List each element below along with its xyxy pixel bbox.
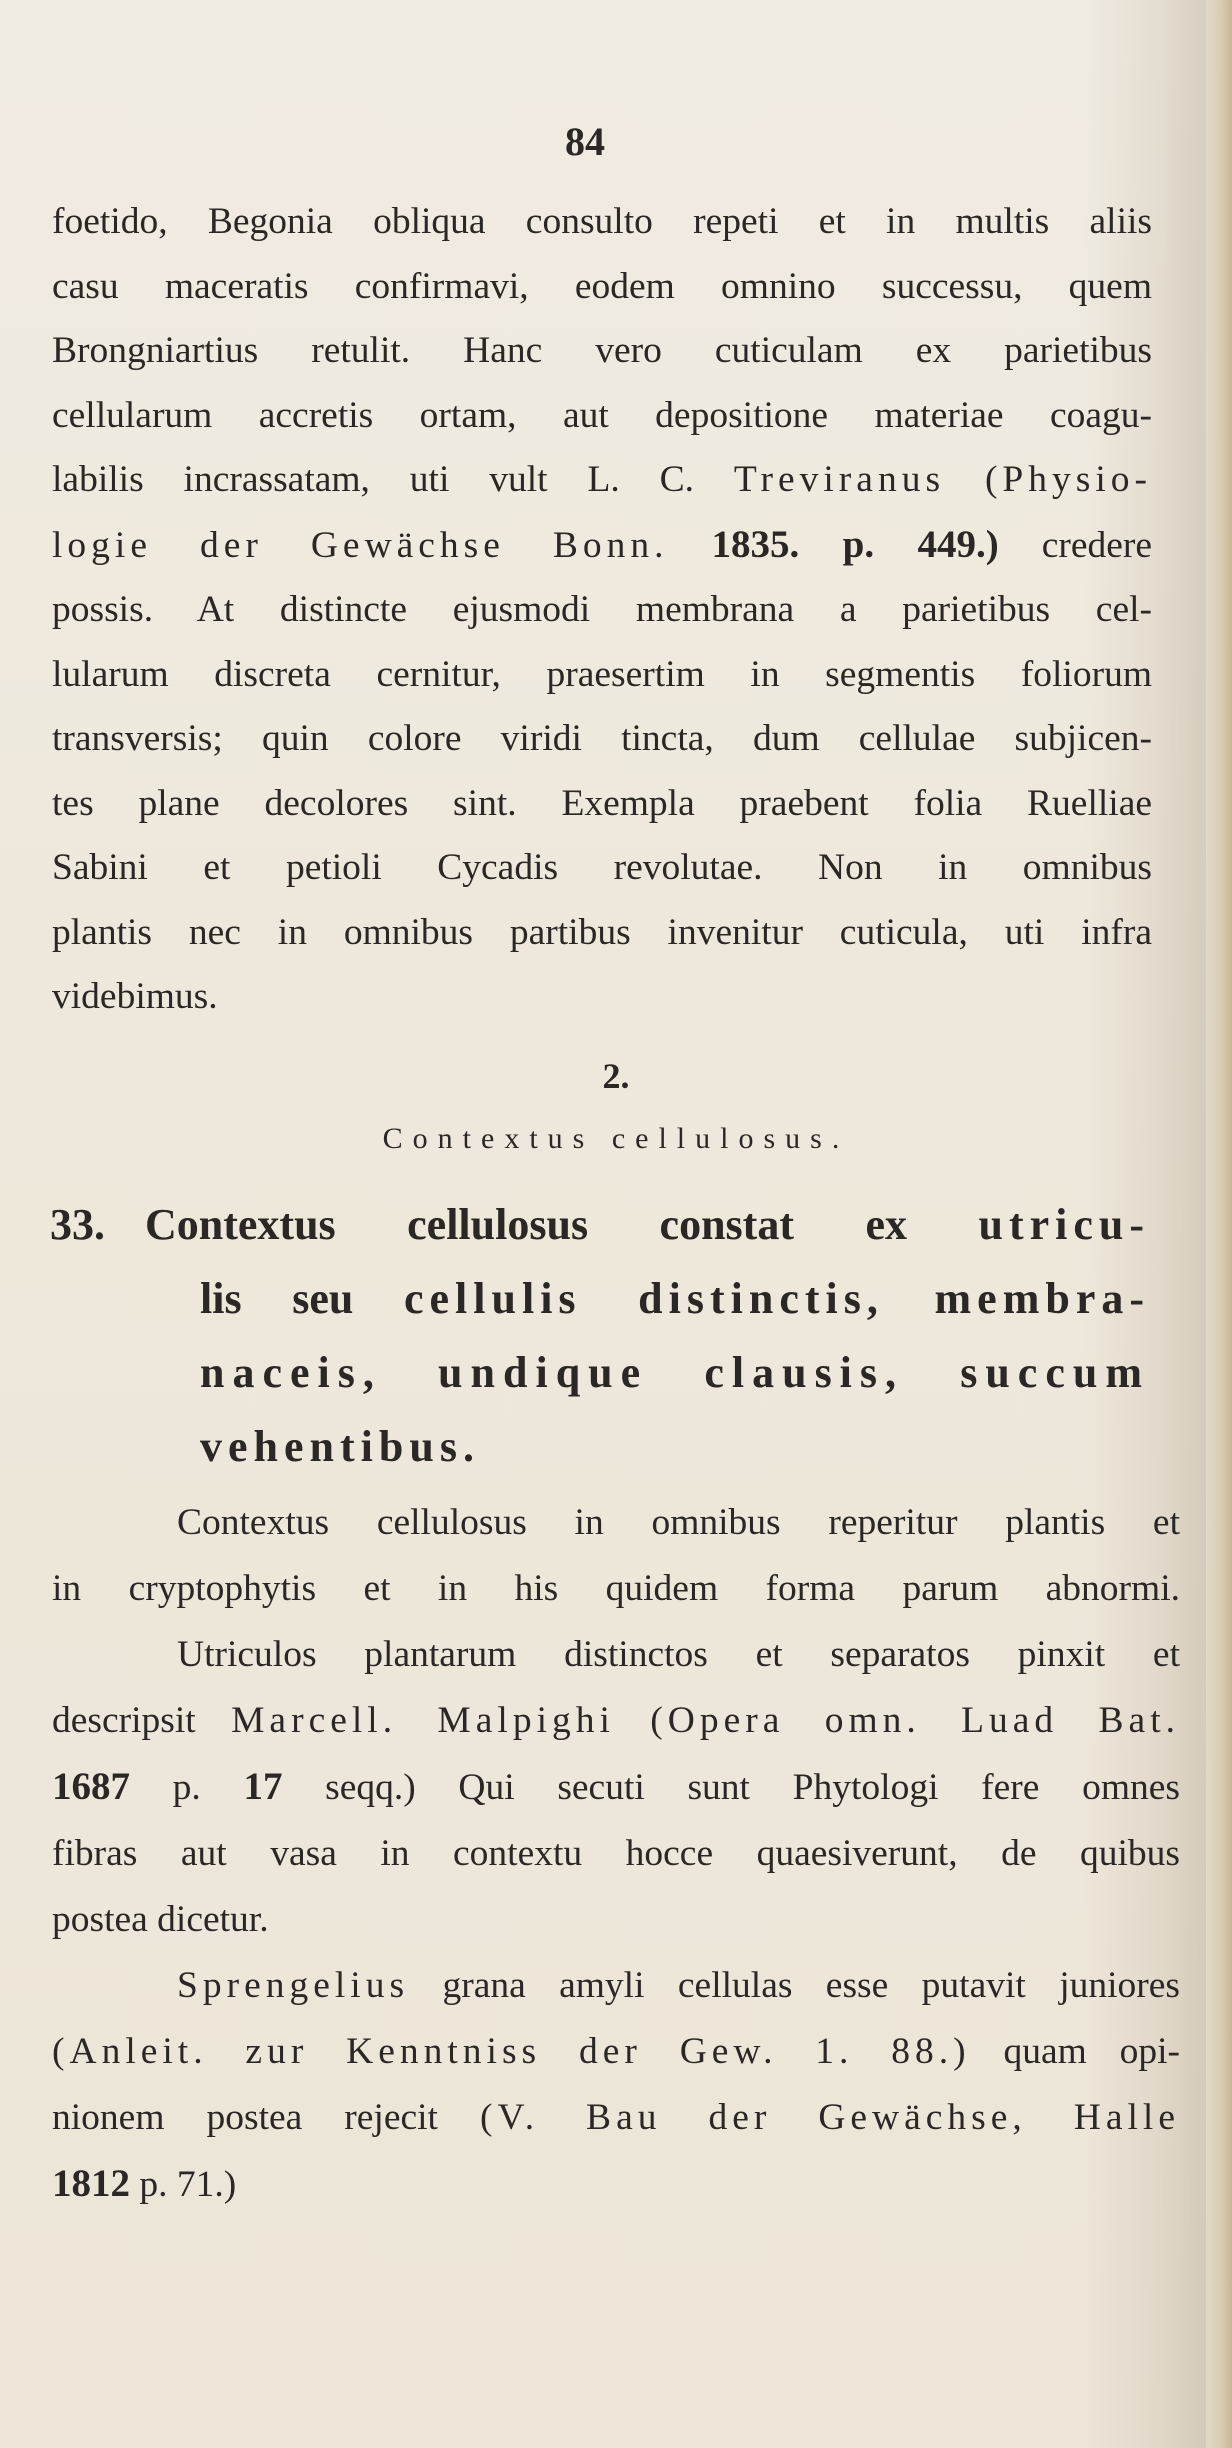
text-fragment: quam opi- [1003,2031,1181,2072]
citation-year: 1835. p. 449.) [711,522,999,566]
heading-line [50,1188,1150,1262]
text-line: cellularum accretis ortam, aut depositione materiae coagu- [52,394,1152,436]
text-line [52,1953,1180,2019]
text-fragment: p. [139,2164,168,2205]
section-title: Contextus cellulosus. [382,1122,850,1155]
heading-fragment: utricu- [978,1200,1150,1249]
paragraph-contextus [52,1490,1180,2218]
text-fragment: (Physio- [984,459,1153,500]
paragraph-33-heading [50,1188,1150,1484]
text-line [52,2151,1180,2218]
text-line: foetido, Begonia obliqua consulto repeti et in multis aliis [52,201,1152,242]
text-line: casu maceratis confirmavi, eodem omnino successu, quem [52,265,1152,307]
text-line: possis. At distincte ejusmodi membrana a parietibus cel- [52,589,1152,630]
author-name-sprengelius: Sprengelius [177,1965,410,2006]
citation-page: 17 [243,1765,283,1808]
heading-line: vehentibus. [200,1422,480,1471]
text-fragment: p. [172,1767,201,1808]
text-line: transversis; quin colore viridi tincta, dum cellulae subjicen- [52,718,1152,759]
text-fragment: nionem postea rejecit [52,2097,438,2138]
heading-fragment: lis seu [200,1274,354,1323]
page-number: 84 [565,119,605,164]
text-fragment: grana amyli cellulas esse putavit juniores [442,1965,1181,2006]
heading-line: naceis, undique clausis, succum [200,1348,1150,1397]
paragraph-cuticula [52,190,1152,1030]
heading-line [50,1262,1150,1336]
text-line [52,2085,1180,2151]
text-fragment: credere [1041,524,1153,566]
text-line: videbimus. [52,976,218,1017]
text-line: Brongniartius retulit. Hanc vero cuticulam ex parietibus [52,330,1152,371]
text-line: Sabini et petioli Cycadis revolutae. Non in omnibus [52,847,1152,888]
author-name-treviranus: Treviranus [733,459,946,500]
text-line: plantis nec in omnibus partibus invenitur cuticula, uti infra [52,911,1152,953]
citation-year: 1687 [52,1765,130,1808]
section-number: 2. [602,1056,630,1096]
text-line: Contextus cellulosus in omnibus reperitur plantis et [177,1502,1180,1543]
text-line: tes plane decolores sint. Exempla praebent folia Ruelliae [52,782,1152,824]
text-line [52,1688,1180,1754]
citation-anleitung: (Anleit. zur Kenntniss der Gew. 1. 88.) [52,2031,971,2072]
heading-fragment: membra- [934,1274,1151,1323]
text-line: in cryptophytis et in his quidem forma parum abnormi. [52,1568,1180,1609]
text-fragment: (Opera omn. Luad Bat. [650,1700,1180,1741]
citation-year: 1812 [52,2162,130,2205]
text-line [52,513,1152,579]
book-title-physiologie: logie der Gewächse Bonn. [52,524,669,566]
text-fragment: seqq.) Qui secuti sunt Phytologi fere omnes [325,1767,1181,1808]
text-line [52,2019,1180,2085]
citation-bau-der-gewaechse: (V. Bau der Gewächse, Halle [479,2097,1180,2138]
text-fragment: 71.) [176,2164,237,2205]
author-name-malpighi: Marcell. Malpighi [231,1700,615,1741]
text-line [52,1754,1180,1821]
text-line: Utriculos plantarum distinctos et separatos pinxit et [177,1634,1180,1675]
heading-fragment: Contextus cellulosus constat ex [145,1200,907,1249]
paragraph-number: 33. [50,1200,105,1249]
text-line: postea dicetur. [52,1899,269,1940]
text-line: lularum discreta cernitur, praesertim in segmentis foliorum [52,653,1152,695]
page-edge-shadow [1206,0,1232,2448]
heading-fragment: cellulis distinctis, [403,1274,884,1323]
text-line [52,448,1152,513]
text-fragment: labilis incrassatam, uti vult L. C. [52,459,695,500]
text-fragment: descripsit [52,1700,196,1741]
text-line: fibras aut vasa in contextu hocce quaesiverunt, de quibus [52,1833,1180,1874]
